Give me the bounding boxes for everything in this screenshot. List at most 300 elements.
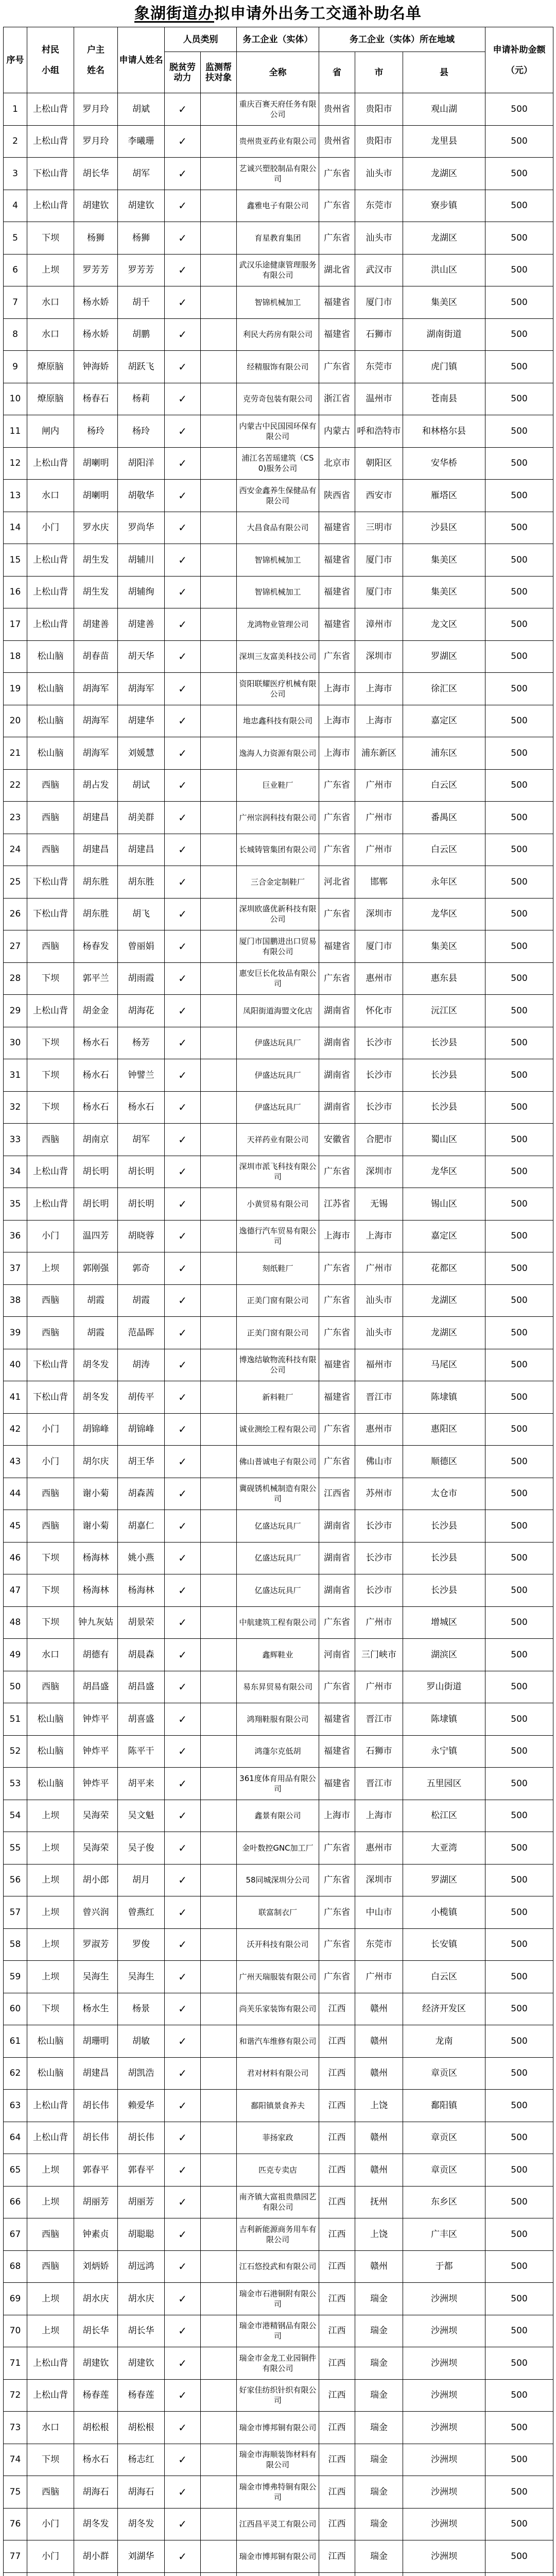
cell-poverty-check: ✓ — [165, 995, 201, 1027]
cell-household: 罗水庆 — [74, 512, 118, 544]
cell-province: 湖南省 — [319, 1027, 355, 1059]
cell-poverty-check: ✓ — [165, 1896, 201, 1929]
cell-province: 江西省 — [319, 1478, 355, 1510]
cell-household: 胡南京 — [74, 1124, 118, 1156]
cell-province: 内蒙古 — [319, 415, 355, 448]
cell-amount: 500 — [485, 1606, 553, 1639]
cell-applicant: 胡远鸿 — [118, 2250, 165, 2283]
cell-amount: 500 — [485, 608, 553, 641]
cell-seq: 4 — [4, 190, 27, 222]
cell-poverty-check: ✓ — [165, 318, 201, 351]
cell-county: 罗湖区 — [403, 640, 485, 673]
cell-monitor-check — [201, 2444, 237, 2476]
cell-monitor-check — [201, 2540, 237, 2573]
cell-county: 顺德区 — [403, 1446, 485, 1478]
cell-applicant: 胡建钦 — [118, 190, 165, 222]
cell-applicant: 胡天华 — [118, 640, 165, 673]
cell-province: 江西 — [319, 2154, 355, 2187]
cell-amount: 500 — [485, 1027, 553, 1059]
cell-company: 克劳奇包装有限公司 — [237, 383, 319, 415]
cell-applicant: 胡长华 — [118, 2315, 165, 2347]
cell-household: 曾兴润 — [74, 1896, 118, 1929]
cell-amount: 500 — [485, 2090, 553, 2122]
cell-household: 胡生发 — [74, 576, 118, 608]
cell-county: 沙洲坝 — [403, 2347, 485, 2380]
cell-village: 上坝 — [27, 2186, 74, 2218]
cell-province: 福建省 — [319, 318, 355, 351]
cell-applicant: 吴海生 — [118, 1961, 165, 1993]
table-row — [4, 866, 553, 899]
table-row — [4, 1896, 553, 1929]
cell-household: 胡金金 — [74, 995, 118, 1027]
header-category: 人员类别 — [165, 27, 237, 52]
cell-poverty-check: ✓ — [165, 2025, 201, 2058]
cell-monitor-check — [201, 1896, 237, 1929]
cell-household: 杨春莲 — [74, 2379, 118, 2412]
cell-seq: 32 — [4, 1091, 27, 1124]
cell-applicant: 胡千 — [118, 286, 165, 319]
cell-village: 西脑 — [27, 834, 74, 866]
cell-seq: 40 — [4, 1349, 27, 1381]
cell-company: 瑞金市港精钢品有限公司 — [237, 2315, 319, 2347]
cell-city: 汕头市 — [355, 1317, 403, 1349]
cell-amount: 500 — [485, 802, 553, 834]
cell-poverty-check: ✓ — [165, 2090, 201, 2122]
table-row — [4, 1768, 553, 1800]
table-row — [4, 834, 553, 866]
cell-monitor-check — [201, 1993, 237, 2025]
cell-company: 刻纸鞋厂 — [237, 1252, 319, 1285]
cell-county: 集美区 — [403, 544, 485, 577]
cell-poverty-check: ✓ — [165, 2218, 201, 2251]
cell-amount: 500 — [485, 1478, 553, 1510]
cell-seq: 13 — [4, 480, 27, 512]
cell-company: 贵州贵亚药业有限公司 — [237, 125, 319, 158]
cell-amount: 500 — [485, 190, 553, 222]
cell-applicant: 胡水庆 — [118, 2283, 165, 2315]
cell-city: 深圳市 — [355, 640, 403, 673]
cell-city: 广州市 — [355, 1252, 403, 1285]
cell-village: 上松山背 — [27, 995, 74, 1027]
cell-seq: 36 — [4, 1220, 27, 1252]
table-row — [4, 383, 553, 415]
cell-applicant: 胡松根 — [118, 2412, 165, 2444]
cell-monitor-check — [201, 512, 237, 544]
cell-province: 广东省 — [319, 1156, 355, 1188]
cell-amount: 500 — [485, 1220, 553, 1252]
cell-household: 胡锦峰 — [74, 1413, 118, 1446]
cell-county: 惠东县 — [403, 962, 485, 995]
cell-company: 瑞金市博邦铜有限公司 — [237, 2540, 319, 2573]
cell-city: 佛山市 — [355, 1446, 403, 1478]
cell-county: 长沙县 — [403, 1542, 485, 1574]
cell-poverty-check: ✓ — [165, 834, 201, 866]
cell-company: 鑫景有限公司 — [237, 1800, 319, 1832]
cell-applicant: 胡丽芳 — [118, 2186, 165, 2218]
cell-company: 厦门市国鹏进出口贸易有限公司 — [237, 930, 319, 963]
cell-province: 湖南省 — [319, 1059, 355, 1092]
cell-applicant: 胡辅川 — [118, 544, 165, 577]
cell-monitor-check — [201, 962, 237, 995]
cell-household: 罗月玲 — [74, 125, 118, 158]
cell-seq: 35 — [4, 1188, 27, 1221]
cell-monitor-check — [201, 1413, 237, 1446]
cell-city: 深圳市 — [355, 898, 403, 930]
cell-poverty-check: ✓ — [165, 1284, 201, 1317]
cell-amount: 500 — [485, 1156, 553, 1188]
cell-province: 福建省 — [319, 930, 355, 963]
cell-village: 上坝 — [27, 2315, 74, 2347]
cell-village: 上松山背 — [27, 2347, 74, 2380]
cell-city: 上海市 — [355, 1800, 403, 1832]
cell-monitor-check — [201, 1574, 237, 1607]
cell-poverty-check: ✓ — [165, 1156, 201, 1188]
cell-village: 西脑 — [27, 2218, 74, 2251]
cell-company — [237, 2572, 319, 2576]
cell-poverty-check: ✓ — [165, 2540, 201, 2573]
cell-applicant: 杨海林 — [118, 1574, 165, 1607]
cell-city: 怀化市 — [355, 995, 403, 1027]
cell-company: 深圳欧盛优新科技有限公司 — [237, 898, 319, 930]
cell-city: 东莞市 — [355, 1928, 403, 1961]
cell-amount: 500 — [485, 995, 553, 1027]
cell-county: 陈埭镇 — [403, 1703, 485, 1736]
cell-household: 胡建昌 — [74, 802, 118, 834]
cell-county: 鄱阳镇 — [403, 2090, 485, 2122]
cell-monitor-check — [201, 1703, 237, 1736]
cell-county: 集美区 — [403, 286, 485, 319]
table-row — [4, 318, 553, 351]
cell-company: 联富制衣厂 — [237, 1896, 319, 1929]
cell-monitor-check — [201, 1768, 237, 1800]
cell-city: 上海市 — [355, 673, 403, 705]
cell-poverty-check: ✓ — [165, 866, 201, 899]
cell-applicant: 胡敏 — [118, 2025, 165, 2058]
cell-village: 上坝 — [27, 1928, 74, 1961]
cell-amount: 500 — [485, 351, 553, 383]
table-row — [4, 286, 553, 319]
table-row — [4, 1832, 553, 1865]
cell-province: 河南省 — [319, 1639, 355, 1671]
cell-seq: 59 — [4, 1961, 27, 1993]
cell-city: 广州市 — [355, 802, 403, 834]
cell-village: 西脑 — [27, 1317, 74, 1349]
cell-household: 胡丽芳 — [74, 2186, 118, 2218]
cell-seq: 19 — [4, 673, 27, 705]
cell-amount: 500 — [485, 1284, 553, 1317]
cell-seq: 63 — [4, 2090, 27, 2122]
table-row — [4, 2412, 553, 2444]
cell-county: 和林格尔县 — [403, 415, 485, 448]
table-row — [4, 1091, 553, 1124]
cell-monitor-check — [201, 158, 237, 190]
cell-company: 菲扬家政 — [237, 2122, 319, 2154]
cell-amount: 500 — [485, 158, 553, 190]
cell-village: 下松山背 — [27, 898, 74, 930]
cell-city: 长沙市 — [355, 1027, 403, 1059]
cell-applicant: 胡美群 — [118, 802, 165, 834]
cell-company: 正美门窗有限公司 — [237, 1317, 319, 1349]
cell-household: 胡霞 — [74, 1317, 118, 1349]
cell-village: 西脑 — [27, 1671, 74, 1703]
cell-applicant: 胡长明 — [118, 1188, 165, 1221]
cell-amount: 500 — [485, 1864, 553, 1896]
cell-amount: 500 — [485, 1188, 553, 1221]
cell-province: 湖南省 — [319, 1574, 355, 1607]
cell-county: 嘉定区 — [403, 1220, 485, 1252]
cell-applicant: 胡建昌 — [118, 834, 165, 866]
cell-village: 水口 — [27, 286, 74, 319]
cell-village: 水口 — [27, 2412, 74, 2444]
cell-seq: 8 — [4, 318, 27, 351]
cell-monitor-check — [201, 222, 237, 255]
cell-company: 长城铸管集团有限公司 — [237, 834, 319, 866]
cell-poverty-check: ✓ — [165, 1188, 201, 1221]
cell-monitor-check — [201, 1864, 237, 1896]
cell-household: 胡尔庆 — [74, 1446, 118, 1478]
cell-province: 广东省 — [319, 1671, 355, 1703]
cell-county: 于都 — [403, 2250, 485, 2283]
cell-province: 广东省 — [319, 1896, 355, 1929]
cell-city: 惠州市 — [355, 962, 403, 995]
cell-amount: 500 — [485, 1381, 553, 1414]
cell-province: 江西 — [319, 2347, 355, 2380]
cell-seq: 64 — [4, 2122, 27, 2154]
table-row — [4, 608, 553, 641]
header-applicant: 申请人姓名 — [118, 27, 165, 93]
cell-province: 湖南省 — [319, 995, 355, 1027]
cell-amount: 500 — [485, 447, 553, 480]
cell-county: 广丰区 — [403, 2218, 485, 2251]
cell-amount: 500 — [485, 1671, 553, 1703]
cell-poverty-check: ✓ — [165, 286, 201, 319]
cell-province: 北京市 — [319, 447, 355, 480]
cell-province: 广东省 — [319, 1317, 355, 1349]
cell-household: 胡德有 — [74, 1639, 118, 1671]
cell-city: 上饶 — [355, 2218, 403, 2251]
cell-household: 郭平兰 — [74, 962, 118, 995]
cell-province: 广东省 — [319, 898, 355, 930]
cell-seq: 45 — [4, 1510, 27, 1543]
table-row — [4, 2444, 553, 2476]
header-village: 村民 小组 — [27, 27, 74, 93]
cell-city — [355, 2572, 403, 2576]
cell-city: 中山市 — [355, 1896, 403, 1929]
cell-monitor-check — [201, 866, 237, 899]
cell-poverty-check: ✓ — [165, 576, 201, 608]
cell-poverty-check: ✓ — [165, 1800, 201, 1832]
cell-applicant: 胡阳洋 — [118, 447, 165, 480]
cell-city: 武汉市 — [355, 254, 403, 286]
cell-company: 吉利新能源商务用车有限公司 — [237, 2218, 319, 2251]
cell-monitor-check — [201, 2186, 237, 2218]
cell-amount: 500 — [485, 2508, 553, 2540]
table-row — [4, 2540, 553, 2573]
cell-monitor-check — [201, 2412, 237, 2444]
cell-monitor-check — [201, 737, 237, 770]
cell-province: 陕西省 — [319, 480, 355, 512]
cell-amount: 500 — [485, 1124, 553, 1156]
cell-monitor-check — [201, 2476, 237, 2509]
cell-amount: 500 — [485, 576, 553, 608]
table-row — [4, 2315, 553, 2347]
cell-county: 苍南县 — [403, 383, 485, 415]
cell-seq — [4, 2572, 27, 2576]
cell-county: 观山湖 — [403, 93, 485, 126]
cell-applicant: 郭春平 — [118, 2154, 165, 2187]
cell-household: 胡长伟 — [74, 2122, 118, 2154]
cell-province: 福建省 — [319, 1735, 355, 1768]
cell-amount: 500 — [485, 2283, 553, 2315]
cell-village: 松山脑 — [27, 1735, 74, 1768]
cell-county: 永宁镇 — [403, 1735, 485, 1768]
cell-poverty-check: ✓ — [165, 673, 201, 705]
cell-city: 福州市 — [355, 1349, 403, 1381]
cell-seq: 29 — [4, 995, 27, 1027]
cell-company: 智锦机械加工 — [237, 544, 319, 577]
cell-amount: 500 — [485, 962, 553, 995]
cell-household: 胡长华 — [74, 2315, 118, 2347]
cell-seq: 2 — [4, 125, 27, 158]
cell-amount: 500 — [485, 2025, 553, 2058]
cell-village: 西脑 — [27, 1478, 74, 1510]
cell-city: 瑞金 — [355, 2540, 403, 2573]
cell-county: 安华桥 — [403, 447, 485, 480]
table-row — [4, 2218, 553, 2251]
cell-province: 安徽省 — [319, 1124, 355, 1156]
cell-county: 长沙县 — [403, 1027, 485, 1059]
cell-seq: 44 — [4, 1478, 27, 1510]
table-row — [4, 1639, 553, 1671]
table-row — [4, 222, 553, 255]
cell-city: 厦门市 — [355, 930, 403, 963]
cell-province: 湖南省 — [319, 1091, 355, 1124]
cell-monitor-check — [201, 1832, 237, 1865]
cell-city: 呼和浩特市 — [355, 415, 403, 448]
cell-company: 智锦机械加工 — [237, 576, 319, 608]
cell-poverty-check: ✓ — [165, 1413, 201, 1446]
cell-monitor-check — [201, 2572, 237, 2576]
cell-monitor-check — [201, 190, 237, 222]
cell-applicant: 姚小燕 — [118, 1542, 165, 1574]
cell-amount: 500 — [485, 1413, 553, 1446]
cell-monitor-check — [201, 254, 237, 286]
cell-company: 广州宗润科技有限公司 — [237, 802, 319, 834]
cell-amount: 500 — [485, 544, 553, 577]
cell-seq: 6 — [4, 254, 27, 286]
cell-village: 西脑 — [27, 2250, 74, 2283]
cell-village: 燎原脑 — [27, 383, 74, 415]
cell-county: 白云区 — [403, 1961, 485, 1993]
cell-city: 厦门市 — [355, 544, 403, 577]
cell-amount: 500 — [485, 1703, 553, 1736]
cell-village: 小门 — [27, 512, 74, 544]
cell-city: 惠州市 — [355, 1413, 403, 1446]
cell-city: 瑞金 — [355, 2444, 403, 2476]
cell-city: 石狮市 — [355, 1735, 403, 1768]
cell-county: 沙洲坝 — [403, 2283, 485, 2315]
cell-monitor-check — [201, 995, 237, 1027]
cell-monitor-check — [201, 2283, 237, 2315]
cell-city: 赣州 — [355, 2122, 403, 2154]
cell-company: 易东昇贸易有限公司 — [237, 1671, 319, 1703]
cell-amount: 500 — [485, 480, 553, 512]
cell-amount: 500 — [485, 2122, 553, 2154]
cell-company: 和谐汽车维修有限公司 — [237, 2025, 319, 2058]
cell-county: 龙湖区 — [403, 158, 485, 190]
cell-monitor-check — [201, 415, 237, 448]
cell-county: 马尾区 — [403, 1349, 485, 1381]
cell-applicant: 胡嘉仁 — [118, 1510, 165, 1543]
cell-poverty-check: ✓ — [165, 1703, 201, 1736]
cell-village: 上松山背 — [27, 1156, 74, 1188]
cell-county: 番禺区 — [403, 802, 485, 834]
cell-county: 长沙县 — [403, 1091, 485, 1124]
cell-company: 三合金定制鞋厂 — [237, 866, 319, 899]
cell-county: 湖滨区 — [403, 1639, 485, 1671]
cell-applicant: 胡飞 — [118, 898, 165, 930]
cell-seq: 25 — [4, 866, 27, 899]
cell-applicant: 胡跃飞 — [118, 351, 165, 383]
cell-county: 集美区 — [403, 576, 485, 608]
cell-amount: 500 — [485, 1768, 553, 1800]
cell-seq: 38 — [4, 1284, 27, 1317]
cell-county: 白云区 — [403, 834, 485, 866]
cell-monitor-check — [201, 705, 237, 737]
header-household: 户主 姓名 — [74, 27, 118, 93]
cell-village: 上松山背 — [27, 608, 74, 641]
cell-county: 松江区 — [403, 1800, 485, 1832]
cell-county: 虎门镇 — [403, 351, 485, 383]
cell-household: 钟炸平 — [74, 1703, 118, 1736]
cell-county: 雁塔区 — [403, 480, 485, 512]
cell-amount: 500 — [485, 898, 553, 930]
cell-company: 广州天瑞服装有限公司 — [237, 1961, 319, 1993]
cell-city: 汕头市 — [355, 222, 403, 255]
cell-company: 深圳市派飞科技有限公司 — [237, 1156, 319, 1188]
cell-poverty-check: ✓ — [165, 1606, 201, 1639]
cell-applicant: 罗尚华 — [118, 512, 165, 544]
cell-county: 东乡区 — [403, 2186, 485, 2218]
cell-company: 龙鸿物业管理公司 — [237, 608, 319, 641]
table-row — [4, 2476, 553, 2509]
cell-seq: 31 — [4, 1059, 27, 1092]
cell-company: 伊盛达玩具厂 — [237, 1027, 319, 1059]
cell-monitor-check — [201, 480, 237, 512]
table-row — [4, 962, 553, 995]
cell-city: 赣州 — [355, 2154, 403, 2187]
cell-monitor-check — [201, 93, 237, 126]
cell-applicant: 胡海石 — [118, 2476, 165, 2509]
cell-seq: 71 — [4, 2347, 27, 2380]
cell-applicant: 罗芳芳 — [118, 254, 165, 286]
cell-village: 下坝 — [27, 1091, 74, 1124]
cell-seq: 46 — [4, 1542, 27, 1574]
cell-city: 长沙市 — [355, 1542, 403, 1574]
cell-seq: 54 — [4, 1800, 27, 1832]
cell-village: 水口 — [27, 1639, 74, 1671]
cell-province: 广东省 — [319, 158, 355, 190]
cell-monitor-check — [201, 608, 237, 641]
cell-household: 谢小菊 — [74, 1478, 118, 1510]
cell-province: 贵州省 — [319, 93, 355, 126]
title-underlined: 象湖街道办 — [134, 5, 214, 23]
cell-city: 朝阳区 — [355, 447, 403, 480]
cell-city: 长沙市 — [355, 1059, 403, 1092]
cell-county: 沙洲坝 — [403, 2315, 485, 2347]
cell-household: 胡生发 — [74, 544, 118, 577]
cell-amount: 500 — [485, 1446, 553, 1478]
